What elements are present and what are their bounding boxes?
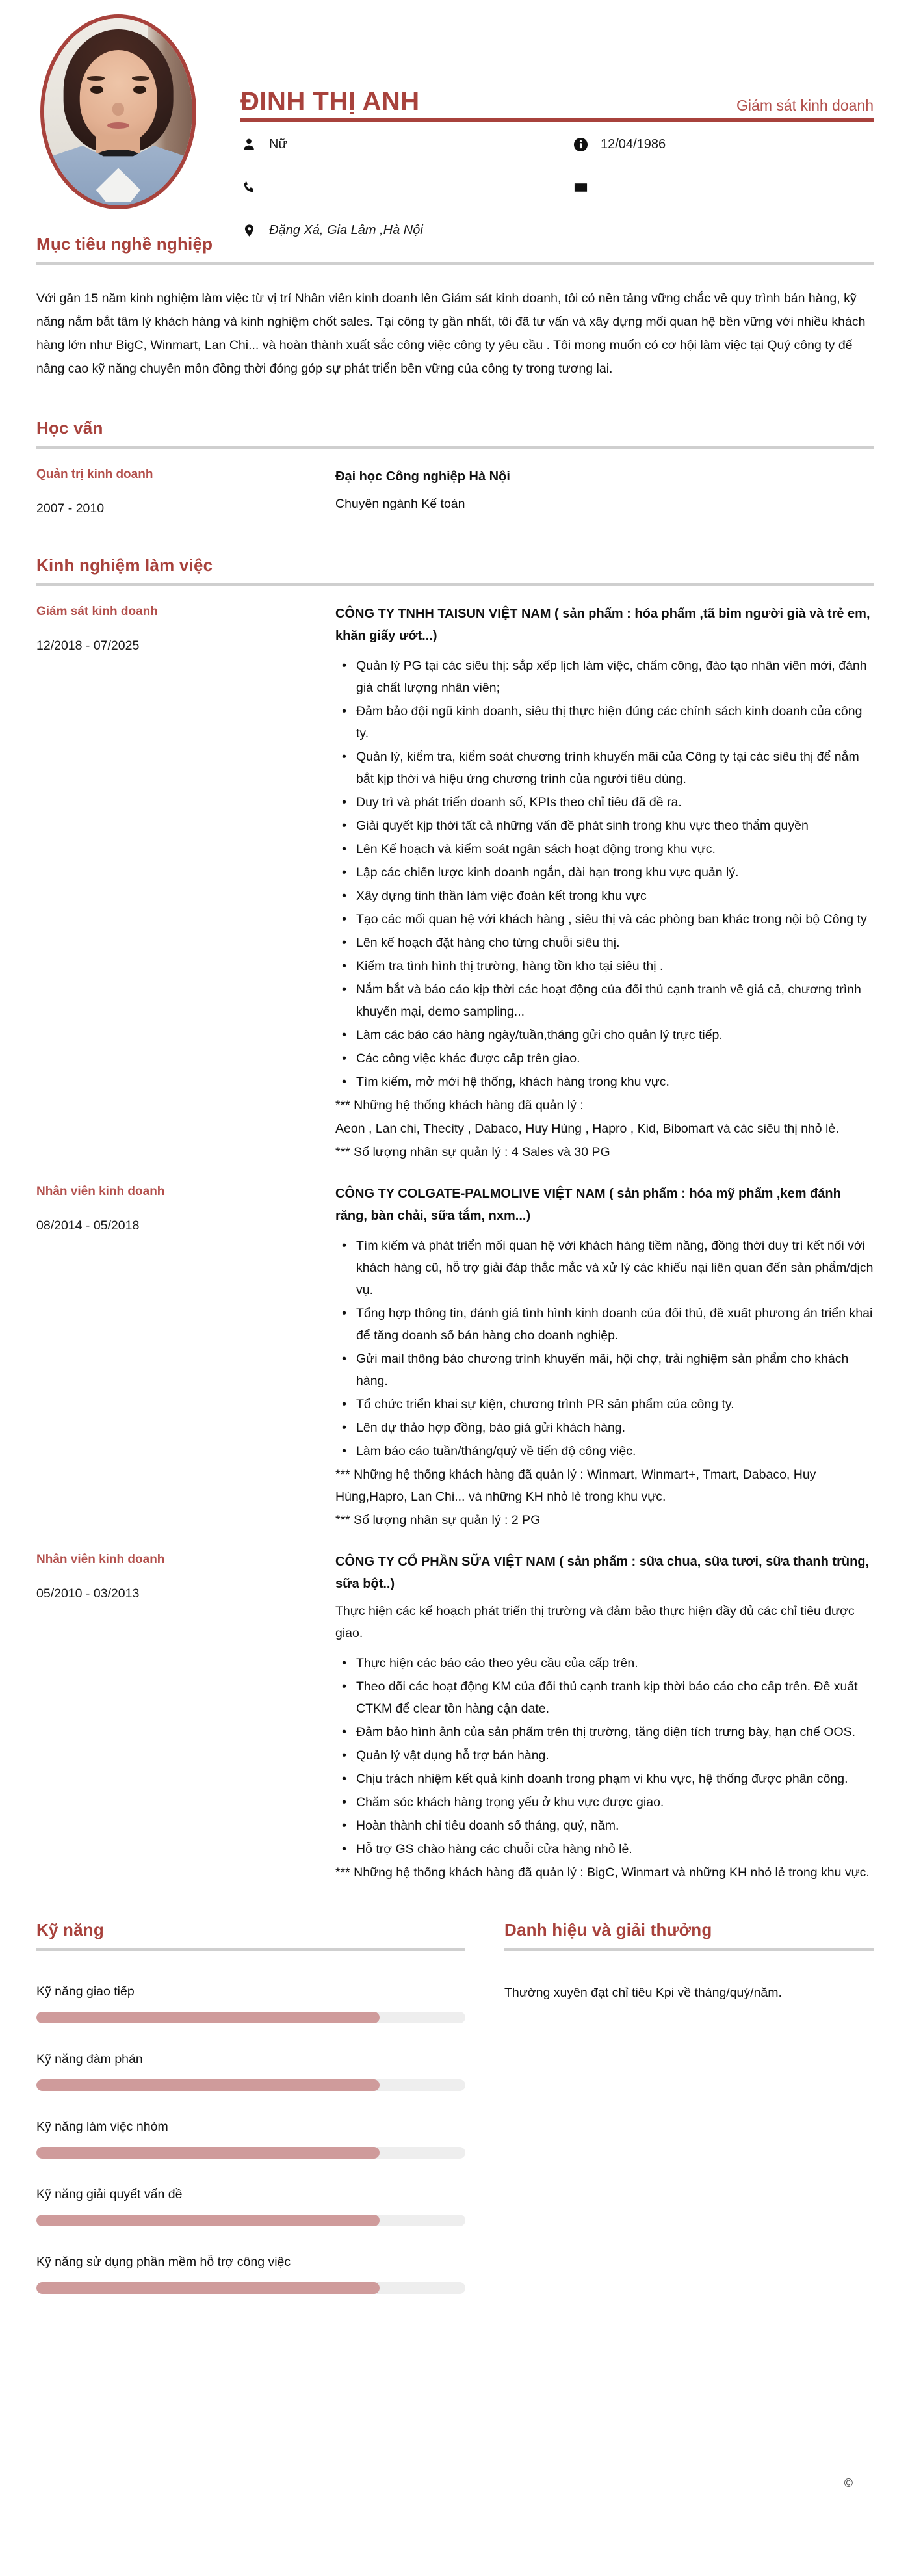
duty-item: • Hoàn thành chỉ tiêu doanh số tháng, quý, năm.: [352, 1815, 874, 1837]
experience-note: *** Những hệ thống khách hàng đã quản lý : BigC, Winmart và những KH nhỏ lẻ trong khu vực.: [335, 1865, 870, 1880]
experience-duties: [335, 1652, 874, 1860]
duty-item: • Lên Kế hoạch và kiểm soát ngân sách hoạt động trong khu vực.: [352, 838, 874, 860]
skill-label: Kỹ năng đàm phán: [36, 2052, 143, 2066]
skill-bar-fill: [36, 2012, 380, 2023]
contact-birthdate: [572, 136, 874, 158]
contact-gender: [240, 136, 572, 158]
awards-list: [504, 1982, 874, 2004]
skills-list: [36, 1982, 465, 2294]
skill-bar-fill: [36, 2215, 380, 2226]
experience-entry: [36, 1551, 874, 1884]
skill-label: Kỹ năng giao tiếp: [36, 1984, 135, 1999]
name-row: [240, 14, 874, 118]
person-icon: [240, 136, 257, 153]
experience-heading: Kinh nghiệm làm việc: [36, 555, 213, 575]
skill-bar-fill: [36, 2282, 380, 2294]
education-right: [335, 466, 874, 518]
skills-heading: Kỹ năng: [36, 1920, 104, 1939]
skills-column: [36, 1920, 465, 2294]
duty-item: • Các công việc khác được cấp trên giao.: [352, 1047, 874, 1070]
duty-item: • Quản lý vật dụng hỗ trợ bán hàng.: [352, 1744, 874, 1767]
experience-role: Giám sát kinh doanh: [36, 605, 158, 618]
skills-divider: [36, 1948, 465, 1951]
skill-bar-fill: [36, 2147, 380, 2159]
full-name: ĐINH THỊ ANH: [240, 87, 420, 116]
skill-item: [36, 1982, 465, 2023]
portrait-image: [44, 18, 192, 205]
duty-item: • Tìm kiếm và phát triển mối quan hệ với khách hàng tiềm năng, đồng thời duy trì kết nối với khách hàng cũ, hỗ trợ giải đáp thắc mắc và xử lý các khiếu nại liên quan đến sản phẩm/dịch vụ.: [352, 1235, 874, 1301]
skill-label: Kỹ năng sử dụng phần mềm hỗ trợ công việc: [36, 2255, 291, 2269]
duty-item: • Quản lý PG tại các siêu thị: sắp xếp lịch làm việc, chấm công, đào tạo nhân viên mới, đánh giá chất lượng nhân viên;: [352, 655, 874, 699]
education-heading: Học vấn: [36, 418, 103, 438]
skill-label: Kỹ năng làm việc nhóm: [36, 2120, 168, 2134]
contact-grid: [240, 136, 874, 265]
experience-role: Nhân viên kinh doanh: [36, 1185, 165, 1198]
duty-item: • Đảm bảo đội ngũ kinh doanh, siêu thị thực hiện đúng các chính sách kinh doanh của công ty.: [352, 700, 874, 744]
experience-role: Nhân viên kinh doanh: [36, 1553, 165, 1566]
skill-bar-track: [36, 2079, 465, 2091]
skill-item: [36, 2185, 465, 2226]
skill-item: [36, 2049, 465, 2091]
experience-company: CÔNG TY TNHH TAISUN VIỆT NAM ( sản phẩm : hóa phẩm ,tã bỉm người già và trẻ em, khăn giấy ướt...): [335, 607, 870, 643]
duty-item: • Xây dựng tinh thần làm việc đoàn kết trong khu vực: [352, 885, 874, 907]
header-text-block: [240, 14, 874, 265]
duty-item: • Lên dự thảo hợp đồng, báo giá gửi khách hàng.: [352, 1417, 874, 1439]
contact-phone: [240, 179, 572, 201]
experience-list: [36, 603, 874, 1884]
duty-item: • Tìm kiếm, mở mới hệ thống, khách hàng trong khu vực.: [352, 1071, 874, 1093]
award-item: Thường xuyên đạt chỉ tiêu Kpi về tháng/quý/năm.: [504, 1986, 782, 2000]
experience-period: 05/2010 - 03/2013: [36, 1586, 140, 1601]
education-divider: [36, 446, 874, 449]
location-pin-icon: [240, 222, 257, 239]
section-education: [0, 418, 910, 518]
experience-note: *** Những hệ thống khách hàng đã quản lý : Winmart, Winmart+, Tmart, Dabaco, Huy Hùng,Hapro, Lan Chi... và những KH nhỏ lẻ trong khu vực.: [335, 1467, 816, 1504]
experience-entry: [36, 1183, 874, 1531]
duty-item: • Làm các báo cáo hàng ngày/tuần,tháng gửi cho quản lý trực tiếp.: [352, 1024, 874, 1046]
skill-bar-track: [36, 2012, 465, 2023]
duty-item: • Duy trì và phát triển doanh số, KPIs theo chỉ tiêu đã đề ra.: [352, 791, 874, 813]
awards-column: [504, 1920, 874, 2294]
cv-header: [0, 0, 910, 237]
skill-item: [36, 2117, 465, 2159]
experience-note: *** Những hệ thống khách hàng đã quản lý :: [335, 1098, 584, 1112]
info-icon: [572, 136, 589, 153]
copyright-icon: ©: [844, 2477, 853, 2490]
experience-right: [335, 1551, 874, 1884]
gender-value: Nữ: [269, 137, 287, 151]
objective-text: Với gần 15 năm kinh nghiệm làm việc từ vị trí Nhân viên kinh doanh lên Giám sát kinh doanh, tôi có nền tảng vững chắc về quy trình bán hàng, kỹ năng nắm bắt tâm lý khách hàng và kinh nghiệm chốt sales. Tại công ty gần nhất, tôi đã tư vấn và xây dựng mối quan hệ bền vững với nhiều khách hàng lớn như BigC, Winmart, Lan Chi... và hoàn thành xuất sắc công việc công ty yêu cầu . Tôi mong muốn có cơ hội làm việc tại Quý công ty để nâng cao kỹ năng chuyên môn đồng thời đóng góp sự phát triển bền vững của công ty trong tương lai.: [36, 291, 866, 376]
awards-divider: [504, 1948, 874, 1951]
contact-email: [572, 179, 874, 201]
experience-left: [36, 1183, 322, 1531]
header-divider: [240, 118, 874, 122]
job-title: Giám sát kinh doanh: [736, 97, 874, 114]
photo-ring: [40, 14, 196, 209]
experience-note: *** Số lượng nhân sự quản lý : 4 Sales và 30 PG: [335, 1145, 610, 1159]
awards-heading: Danh hiệu và giải thưởng: [504, 1920, 712, 1939]
duty-item: • Theo dõi các hoạt động KM của đối thủ cạnh tranh kịp thời báo cáo cho cấp trên. Đề xuất CTKM để clear tồn hàng cận date.: [352, 1676, 874, 1720]
skill-bar-track: [36, 2282, 465, 2294]
duty-item: • Quản lý, kiểm tra, kiểm soát chương trình khuyến mãi của Công ty tại các siêu thị để nắm bắt kịp thời và hiệu ứng chương trình của người tiêu dùng.: [352, 746, 874, 790]
duty-item: • Tổng hợp thông tin, đánh giá tình hình kinh doanh của đối thủ, đề xuất phương án triển khai để tăng doanh số bán hàng cho doanh nghiệp.: [352, 1302, 874, 1347]
duty-item: • Tạo các mối quan hệ với khách hàng , siêu thị và các phòng ban khác trong nội bộ Công ty: [352, 908, 874, 930]
contact-address: [240, 222, 572, 244]
education-detail: Chuyên ngành Kế toán: [335, 497, 465, 511]
education-entry: [36, 466, 874, 518]
experience-duties: [335, 655, 874, 1093]
experience-entry: [36, 603, 874, 1163]
skill-bar-track: [36, 2147, 465, 2159]
duty-item: • Giải quyết kịp thời tất cả những vấn đề phát sinh trong khu vực theo thẩm quyền: [352, 815, 874, 837]
skill-label: Kỹ năng giải quyết vấn đề: [36, 2187, 183, 2201]
profile-photo: [40, 14, 196, 209]
duty-item: • Thực hiện các báo cáo theo yêu cầu của cấp trên.: [352, 1652, 874, 1674]
education-years: 2007 - 2010: [36, 501, 105, 516]
experience-note: Aeon , Lan chi, Thecity , Dabaco, Huy Hùng , Hapro , Kid, Bibomart và các siêu thị nhỏ lẻ.: [335, 1122, 839, 1136]
bottom-section: [0, 1920, 910, 2294]
experience-intro: Thực hiện các kế hoạch phát triển thị trường và đảm bảo thực hiện đầy đủ các chỉ tiêu được giao.: [335, 1604, 855, 1640]
education-left: [36, 466, 322, 518]
address-value: Đặng Xá, Gia Lâm ,Hà Nội: [269, 223, 423, 237]
duty-item: • Gửi mail thông báo chương trình khuyến mãi, hội chợ, trải nghiệm sản phẩm cho khách hàng.: [352, 1348, 874, 1392]
duty-item: • Làm báo cáo tuần/tháng/quý về tiến độ công việc.: [352, 1440, 874, 1462]
phone-icon: [240, 179, 257, 196]
education-major: Quản trị kinh doanh: [36, 467, 153, 481]
skill-bar-fill: [36, 2079, 380, 2091]
experience-period: 12/2018 - 07/2025: [36, 638, 140, 653]
experience-right: [335, 603, 874, 1163]
duty-item: • Kiểm tra tình hình thị trường, hàng tồn kho tại siêu thị .: [352, 955, 874, 977]
experience-left: [36, 1551, 322, 1884]
duty-item: • Lên kế hoạch đặt hàng cho từng chuỗi siêu thị.: [352, 932, 874, 954]
duty-item: • Hỗ trợ GS chào hàng các chuỗi cửa hàng nhỏ lẻ.: [352, 1838, 874, 1860]
experience-company: CÔNG TY COLGATE-PALMOLIVE VIỆT NAM ( sản phẩm : hóa mỹ phẩm ,kem đánh răng, bàn chải, sữa tắm, nxm...): [335, 1187, 841, 1223]
experience-note: *** Số lượng nhân sự quản lý : 2 PG: [335, 1513, 541, 1527]
duty-item: • Tổ chức triển khai sự kiện, chương trình PR sản phẩm của công ty.: [352, 1393, 874, 1415]
objective-heading: Mục tiêu nghề nghiệp: [36, 234, 213, 254]
duty-item: • Đảm bảo hình ảnh của sản phẩm trên thị trường, tăng diện tích trưng bày, hạn chế OOS.: [352, 1721, 874, 1743]
experience-company: CÔNG TY CỔ PHẦN SỮA VIỆT NAM ( sản phẩm : sữa chua, sữa tươi, sữa thanh trùng, sữa bột..): [335, 1555, 870, 1591]
education-school: Đại học Công nghiệp Hà Nội: [335, 469, 510, 484]
duty-item: • Chăm sóc khách hàng trọng yếu ở khu vực được giao.: [352, 1791, 874, 1813]
experience-left: [36, 603, 322, 1163]
duty-item: • Nắm bắt và báo cáo kịp thời các hoạt động của đối thủ cạnh tranh về giá cả, chương trình khuyến mại, demo sampling...: [352, 979, 874, 1023]
experience-right: [335, 1183, 874, 1531]
skill-bar-track: [36, 2215, 465, 2226]
envelope-icon: [572, 179, 589, 196]
duty-item: • Chịu trách nhiệm kết quả kinh doanh trong phạm vi khu vực, hệ thống được phân công.: [352, 1768, 874, 1790]
experience-period: 08/2014 - 05/2018: [36, 1218, 140, 1233]
experience-duties: [335, 1235, 874, 1462]
section-experience: [0, 555, 910, 1884]
birthdate-value: 12/04/1986: [601, 137, 666, 151]
experience-divider: [36, 583, 874, 586]
duty-item: • Lập các chiến lược kinh doanh ngắn, dài hạn trong khu vực quản lý.: [352, 861, 874, 884]
skill-item: [36, 2252, 465, 2294]
